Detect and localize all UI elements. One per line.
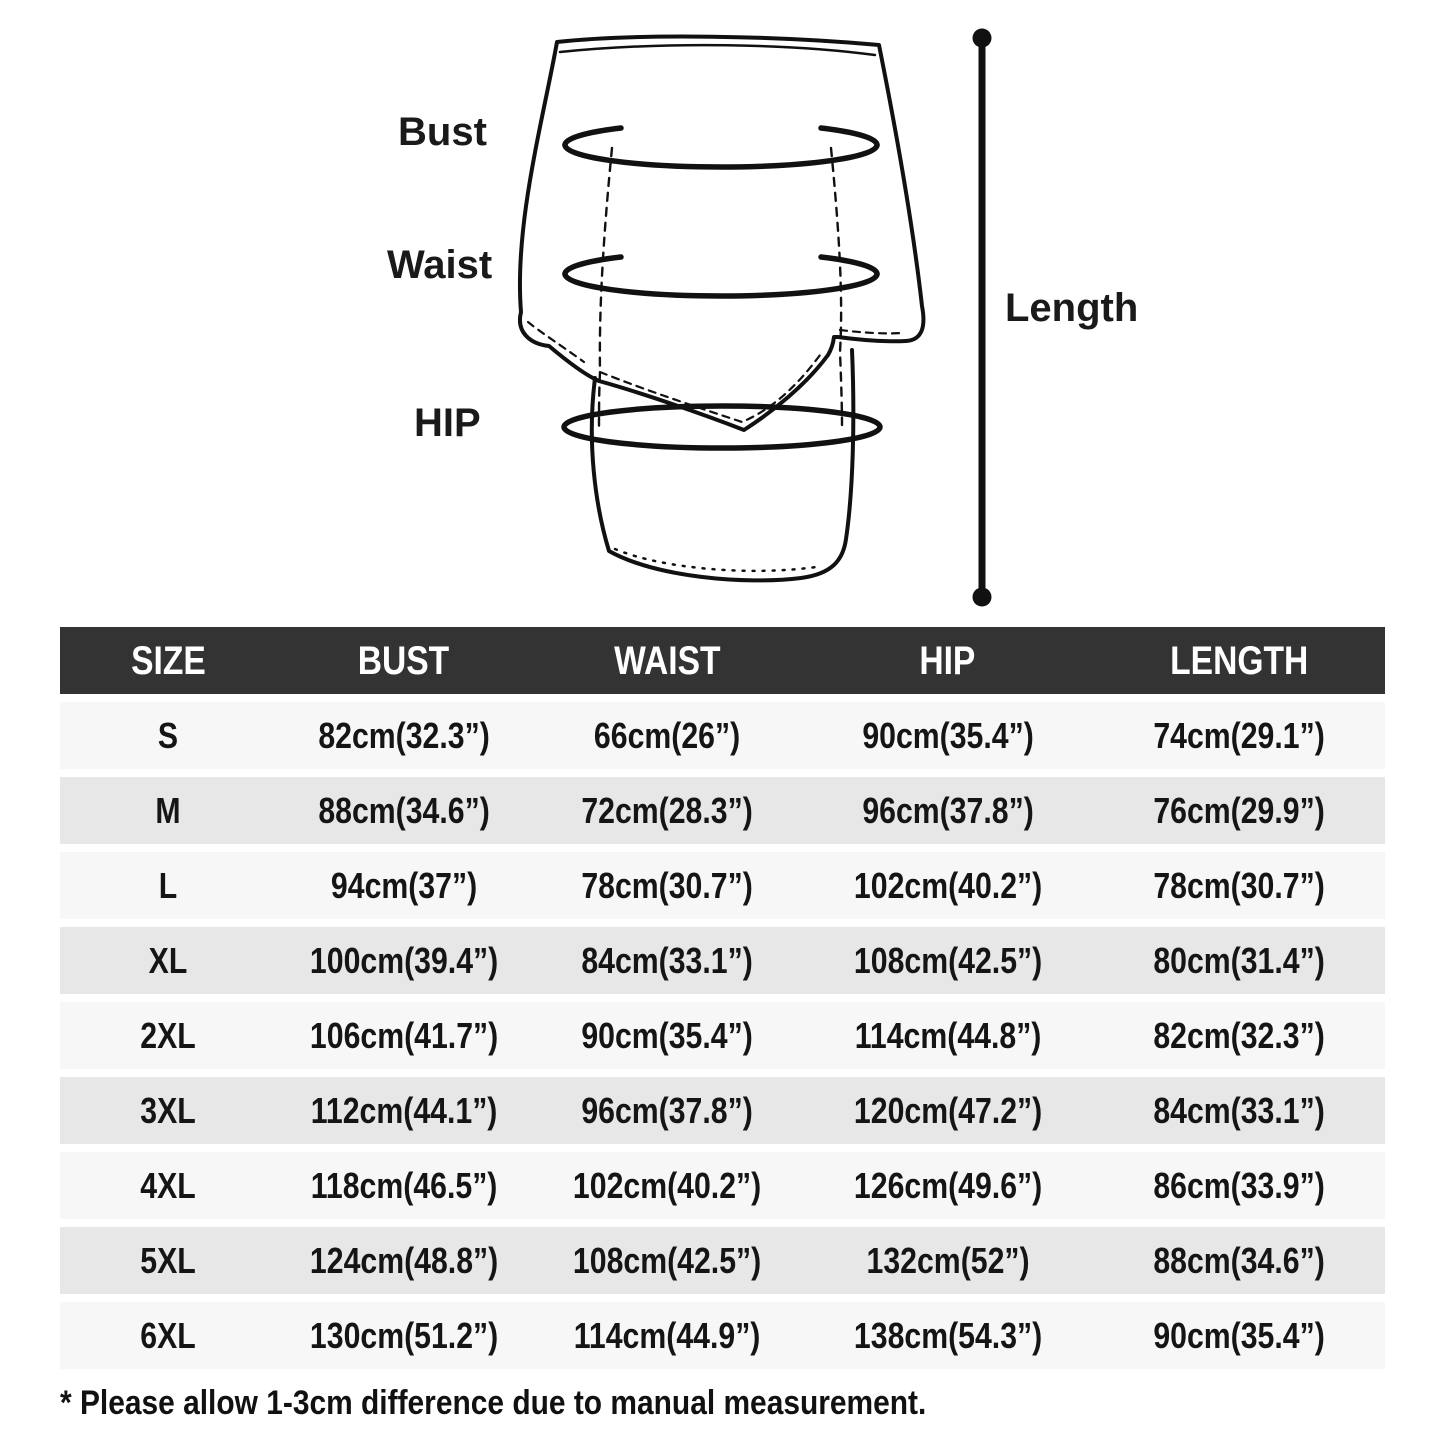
table-row [60,1152,1385,1219]
table-row [60,927,1385,994]
cell-waist: 108cm(42.5”) [573,1239,762,1281]
cell-hip: 132cm(52”) [866,1239,1030,1281]
length-label: Length [1005,286,1139,330]
cell-waist: 72cm(28.3”) [581,789,753,831]
cell-size: 4XL [140,1164,196,1206]
cell-bust: 118cm(46.5”) [310,1164,498,1206]
table-row [60,1227,1385,1294]
column-header-bust: BUST [358,638,450,683]
cell-bust: 124cm(48.8”) [309,1239,498,1281]
cell-bust: 100cm(39.4”) [309,939,498,981]
bust-label: Bust [398,110,487,154]
cell-waist: 102cm(40.2”) [573,1164,762,1206]
cell-bust: 106cm(41.7”) [309,1014,498,1056]
cell-hip: 102cm(40.2”) [853,864,1042,906]
cell-size: 5XL [140,1239,196,1281]
cell-length: 90cm(35.4”) [1153,1314,1325,1356]
cell-hip: 126cm(49.6”) [853,1164,1042,1206]
table-row [60,1302,1385,1369]
cell-size: XL [148,939,188,981]
cell-bust: 112cm(44.1”) [310,1089,498,1131]
column-header-size: SIZE [130,638,206,683]
measurement-note: * Please allow 1-3cm difference due to manual measurement. [60,1384,927,1422]
cell-waist: 84cm(33.1”) [581,939,753,981]
cell-waist: 90cm(35.4”) [581,1014,753,1056]
column-header-length: LENGTH [1169,638,1308,683]
garment-diagram [0,0,1445,625]
cell-size: 3XL [140,1089,196,1131]
cell-size: L [158,864,178,906]
hip-measure-ring [564,406,880,448]
column-header-hip: HIP [919,638,976,683]
cell-size: 2XL [140,1014,196,1056]
cell-bust: 88cm(34.6”) [318,789,490,831]
cell-size: 6XL [140,1314,196,1356]
cell-waist: 114cm(44.9”) [573,1314,761,1356]
cell-waist: 78cm(30.7”) [581,864,753,906]
garment-sketch-svg [0,0,1445,625]
cell-length: 80cm(31.4”) [1153,939,1325,981]
cell-size: M [155,789,181,831]
cell-hip: 96cm(37.8”) [861,789,1034,831]
cell-length: 78cm(30.7”) [1153,864,1325,906]
waist-measure-ring [565,257,877,296]
cell-size: S [157,714,179,756]
cell-length: 74cm(29.1”) [1153,714,1325,756]
cell-length: 88cm(34.6”) [1153,1239,1325,1281]
cell-length: 82cm(32.3”) [1153,1014,1325,1056]
cell-hip: 114cm(44.8”) [854,1014,1042,1056]
cell-hip: 120cm(47.2”) [853,1089,1042,1131]
cell-hip: 108cm(42.5”) [853,939,1042,981]
column-header-waist: WAIST [613,638,721,683]
cell-bust: 82cm(32.3”) [318,714,490,756]
size-table-header [60,627,1385,694]
table-row [60,702,1385,769]
cell-waist: 66cm(26”) [594,714,741,756]
top-outline [520,37,924,430]
cell-waist: 96cm(37.8”) [581,1089,753,1131]
table-row [60,852,1385,919]
hip-label: HIP [414,401,481,445]
cell-hip: 90cm(35.4”) [861,714,1034,756]
cell-bust: 94cm(37”) [330,864,477,906]
waist-label: Waist [387,243,493,287]
table-row [60,1002,1385,1069]
table-row [60,1077,1385,1144]
cell-hip: 138cm(54.3”) [853,1314,1042,1356]
size-table [60,627,1385,1369]
cell-length: 84cm(33.1”) [1153,1089,1325,1131]
cell-length: 76cm(29.9”) [1153,789,1325,831]
length-measure-line [973,29,992,607]
cell-bust: 130cm(51.2”) [309,1314,498,1356]
table-row [60,777,1385,844]
cell-length: 86cm(33.9”) [1153,1164,1325,1206]
